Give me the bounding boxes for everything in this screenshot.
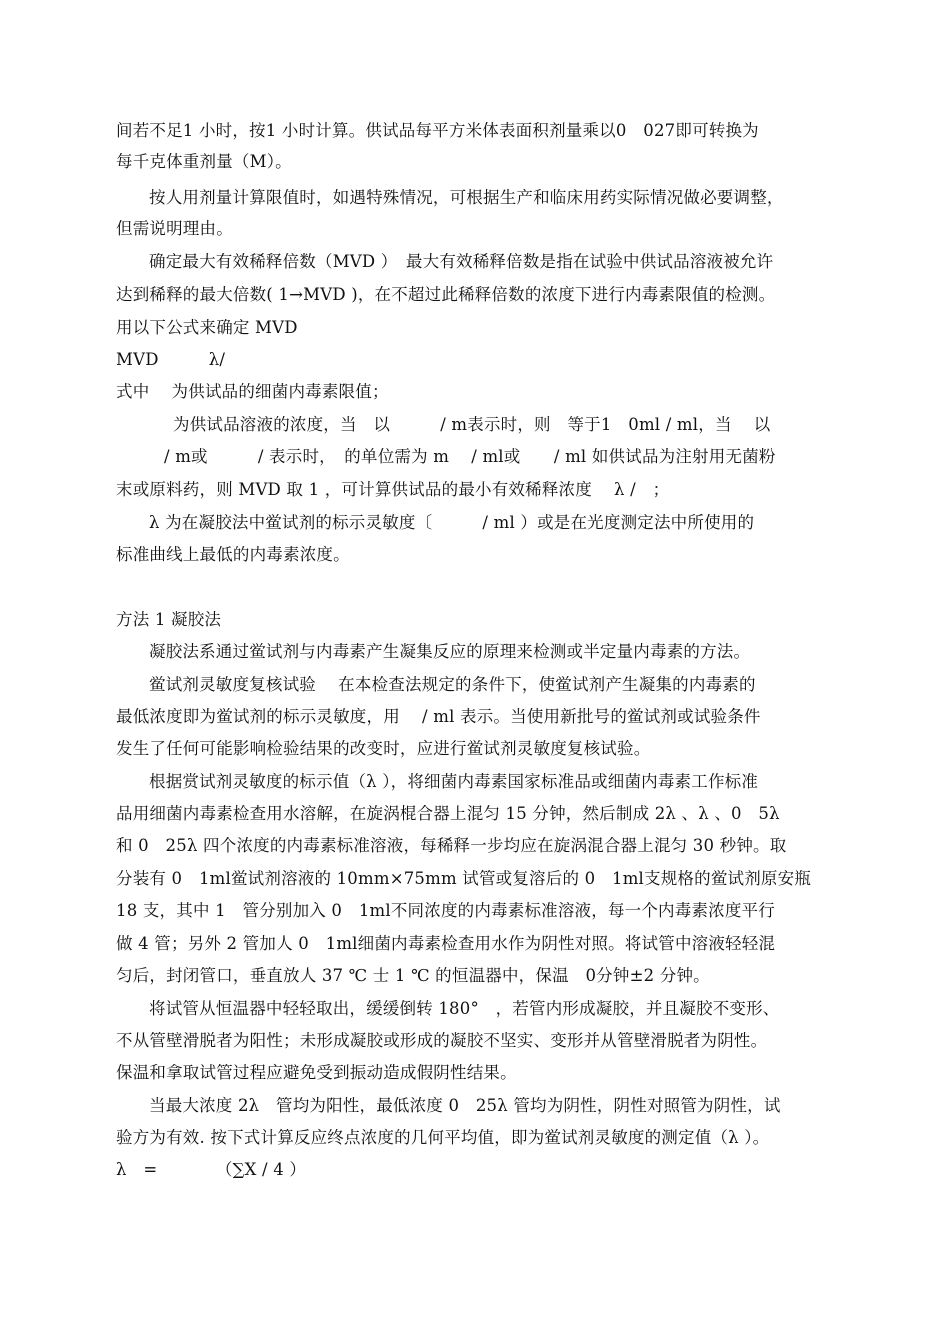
text-line: 验方为有效. 按下式计算反应终点浓度的几何平均值，即为鲎试剂灵敏度的测定值（λ ）。 — [116, 1128, 770, 1147]
text-line: 根据赏试剂灵敏度的标示值（λ ），将细菌内毒素国家标准品或细菌内毒素工作标准 — [149, 772, 759, 791]
text-line: 品用细菌内毒素检查用水溶解，在旋涡棍合器上混匀 15 分钟，然后制成 2λ 、λ 、0 5λ — [116, 804, 780, 823]
text-line: 发生了任何可能影响检验结果的改变时，应进行鲎试剂灵敏度复核试验。 — [116, 739, 651, 758]
text-line: 达到稀释的最大倍数( 1→MVD )，在不超过此稀释倍数的浓度下进行内毒素限值的检测。 — [116, 285, 776, 304]
text-line: 做 4 管；另外 2 管加人 0 1ml细菌内毒素检查用水作为阴性对照。将试管中溶液轻轻混 — [116, 934, 776, 953]
text-line: 最低浓度即为鲎试剂的标示灵敏度，用 / ml 表示。当使用新批号的鲎试剂或试验条件 — [116, 707, 761, 726]
text-line: 每千克体重剂量（M）。 — [116, 152, 292, 171]
text-line: 分装有 0 1ml鲎试剂溶液的 10mm×75mm 试管或复溶后的 0 1ml支规格的鲎试剂原安瓶 — [116, 869, 812, 888]
text-line: 确定最大有效稀释倍数（MVD ） 最大有效稀释倍数是指在试验中供试品溶液被允许 — [149, 252, 774, 271]
text-line: 不从管壁滑脱者为阳性；未形成凝胶或形成的凝胶不坚实、变形并从管壁滑脱者为阴性。 — [116, 1031, 768, 1050]
text-line: 标准曲线上最低的内毒素浓度。 — [116, 545, 350, 564]
text-line: λ 为在凝胶法中鲎试剂的标示灵敏度〔 / ml ）或是在光度测定法中所使用的 — [149, 513, 755, 532]
text-line: 为供试品溶液的浓度，当 以 / m表示时，则 等于1 0ml / ml，当 以 — [173, 415, 771, 434]
text-line: 匀后，封闭管口，垂直放人 37 ℃ 士 1 ℃ 的恒温器中，保温 0分钟±2 分钟。 — [116, 966, 710, 985]
text-line: 按人用剂量计算限值时，如遇特殊情况，可根据生产和临床用药实际情况做必要调整， — [149, 188, 784, 207]
text-line: 凝胶法系通过鲎试剂与内毒素产生凝集反应的原理来检测或半定量内毒素的方法。 — [149, 642, 751, 661]
text-line: 用以下公式来确定 MVD — [116, 318, 298, 337]
formula-line: MVD λ/ — [116, 350, 226, 369]
text-line: 末或原料药，则 MVD 取 1 ，可计算供试品的最小有效稀释浓度 λ / ； — [116, 480, 670, 499]
text-line: 保温和拿取试管过程应避免受到振动造成假阴性结果。 — [116, 1063, 517, 1082]
text-line: / m或 / 表示时， 的单位需为 m / ml或 / ml 如供试品为注射用无菌粉 — [164, 447, 776, 466]
formula-line: λ = （∑X / 4 ） — [116, 1160, 307, 1179]
text-line: 但需说明理由。 — [116, 219, 233, 238]
text-line: 和 0 25λ 四个浓度的内毒素标准溶液，每稀释一步均应在旋涡混合器上混匀 30 秒钟。取 — [116, 836, 787, 855]
text-line: 当最大浓度 2λ 管均为阳性，最低浓度 0 25λ 管均为阴性，阴性对照管为阴性，试 — [149, 1096, 781, 1115]
text-line: 18 支，其中 1 管分别加入 0 1ml不同浓度的内毒素标准溶液，每一个内毒素浓度平行 — [116, 901, 775, 920]
text-line: 式中 为供试品的细菌内毒素限值； — [116, 382, 389, 401]
text-line: 将试管从恒温器中轻轻取出，缓缓倒转 180° ，若管内形成凝胶，并且凝胶不变形、 — [149, 999, 780, 1018]
section-heading: 方法 1 凝胶法 — [116, 610, 222, 629]
text-line: 间若不足1 小时，按1 小时计算。供试品每平方米体表面积剂量乘以0 027即可转换为 — [116, 121, 759, 140]
text-line: 鲎试剂灵敏度复核试验 在本检查法规定的条件下，使鲎试剂产生凝集的内毒素的 — [149, 675, 756, 694]
